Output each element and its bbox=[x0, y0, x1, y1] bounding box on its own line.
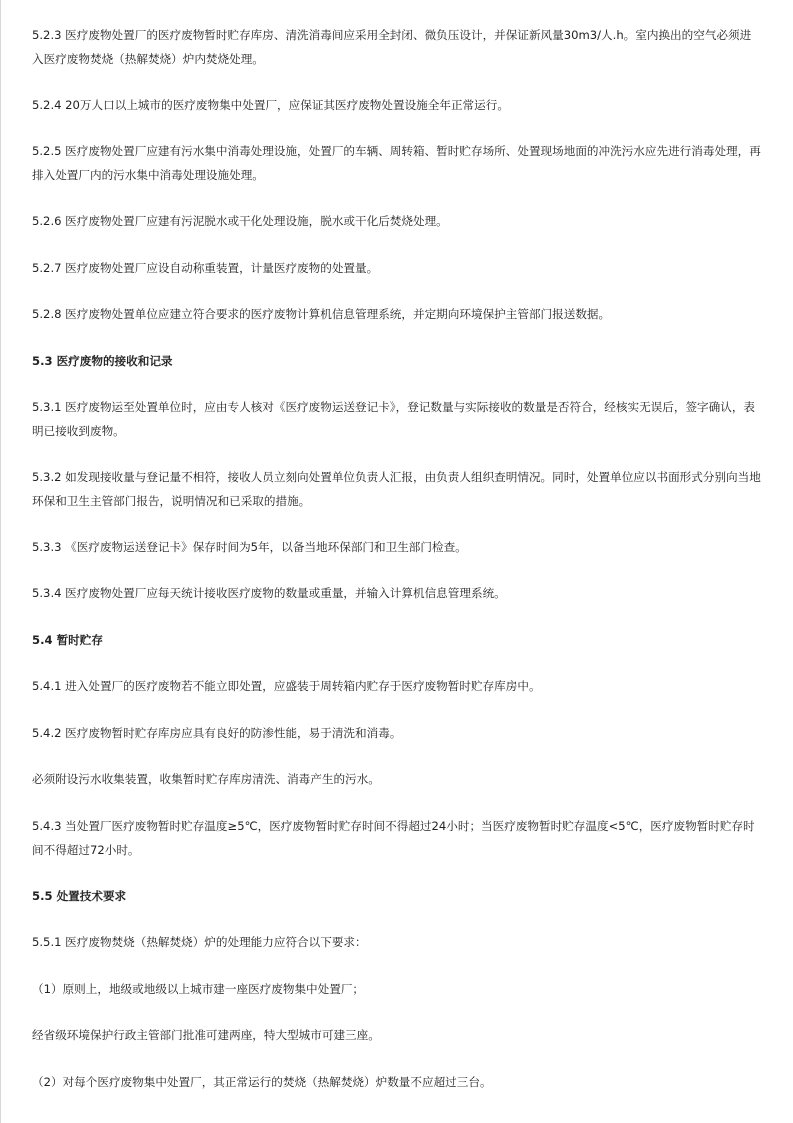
paragraph-5-3-2: 5.3.2 如发现接收量与登记量不相符，接收人员立刻向处置单位负责人汇报，由负责人组织查明情况。同时，处置单位应以书面形式分别向当地环保和卫生主管部门报告，说明情况和已采取的措施。 bbox=[32, 470, 761, 508]
paragraph-5-2-6: 5.2.6 医疗废物处置厂应建有污泥脱水或干化处理设施，脱水或干化后焚烧处理。 bbox=[32, 214, 448, 228]
paragraph-5-4-1: 5.4.1 进入处置厂的医疗废物若不能立即处置，应盛装于周转箱内贮存于医疗废物暂时贮存库房中。 bbox=[32, 679, 541, 693]
paragraph-5-4-2: 5.4.2 医疗废物暂时贮存库房应具有良好的防渗性能，易于清洗和消毒。 bbox=[32, 726, 402, 740]
paragraph-5-2-4: 5.2.4 20万人口以上城市的医疗废物集中处置厂，应保证其医疗废物处置设施全年正常运行。 bbox=[32, 98, 509, 112]
paragraph-5-3-3: 5.3.3 《医疗废物运送登记卡》保存时间为5年，以备当地环保部门和卫生部门检查。 bbox=[32, 540, 467, 554]
paragraph-5-2-7: 5.2.7 医疗废物处置厂应设自动称重装置，计量医疗废物的处置量。 bbox=[32, 261, 379, 275]
section-heading-5-4: 5.4 暂时贮存 bbox=[32, 633, 103, 647]
paragraph-5-5-1: 5.5.1 医疗废物焚烧（热解焚烧）炉的处理能力应符合以下要求： bbox=[32, 935, 367, 949]
list-item-1-continued: 经省级环境保护行政主管部门批准可建两座，特大型城市可建三座。 bbox=[32, 1028, 380, 1042]
section-heading-5-5: 5.5 处置技术要求 bbox=[32, 889, 127, 903]
paragraph-5-2-5: 5.2.5 医疗废物处置厂应建有污水集中消毒处理设施，处置厂的车辆、周转箱、暂时贮存场所、处置现场地面的冲洗污水应先进行消毒处理，再排入处置厂内的污水集中消毒处理设施处理。 bbox=[32, 144, 761, 182]
paragraph-5-3-4: 5.3.4 医疗废物处置厂应每天统计接收医疗废物的数量或重量，并输入计算机信息管理系统。 bbox=[32, 586, 506, 600]
list-item-2: （2）对每个医疗废物集中处置厂，其正常运行的焚烧（热解焚烧）炉数量不应超过三台。 bbox=[32, 1075, 492, 1089]
paragraph-5-4-3: 5.4.3 当处置厂医疗废物暂时贮存温度≥5℃，医疗废物暂时贮存时间不得超过24小时；当医疗废物暂时贮存温度<5℃，医疗废物暂时贮存时间不得超过72小时。 bbox=[32, 819, 755, 857]
paragraph-5-3-1: 5.3.1 医疗废物运至处置单位时，应由专人核对《医疗废物运送登记卡》，登记数量与实际接收的数量是否符合，经核实无误后，签字确认，表明已接收到废物。 bbox=[32, 400, 756, 438]
paragraph-5-2-3: 5.2.3 医疗废物处置厂的医疗废物暂时贮存库房、清洗消毒间应采用全封闭、微负压设计，并保证新风量30m3/人.h。室内换出的空气必须进入医疗废物焚烧（热解焚烧）炉内焚烧处理。 bbox=[32, 28, 752, 66]
paragraph-5-4-2-continued: 必须附设污水收集装置，收集暂时贮存库房清洗、消毒产生的污水。 bbox=[32, 772, 380, 786]
list-item-1: （1）原则上，地级或地级以上城市建一座医疗废物集中处置厂； bbox=[32, 982, 365, 996]
section-heading-5-3: 5.3 医疗废物的接收和记录 bbox=[32, 354, 173, 368]
paragraph-5-2-8: 5.2.8 医疗废物处置单位应建立符合要求的医疗废物计算机信息管理系统，并定期向环境保护主管部门报送数据。 bbox=[32, 307, 611, 321]
